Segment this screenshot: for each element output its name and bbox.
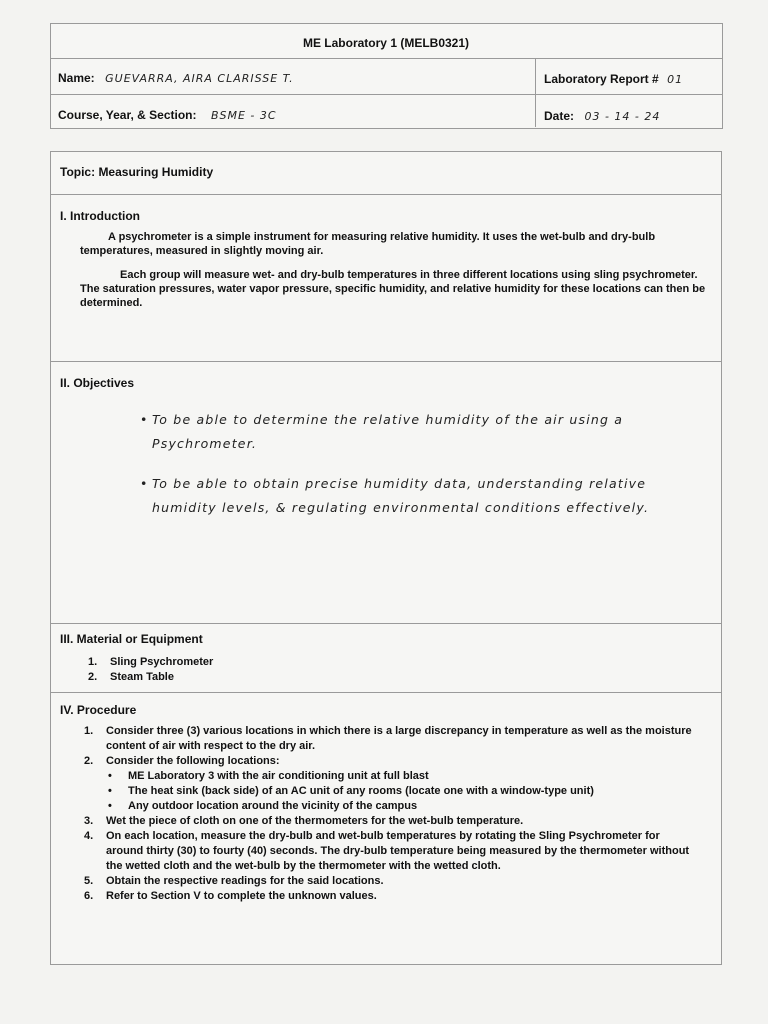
objective-item-1: [140, 408, 700, 456]
name-value: GUEVARRA, AIRA CLARISSE T.: [105, 72, 294, 85]
procedure-list: [80, 724, 692, 904]
procedure-step-6: Refer to Section V to complete the unknown values.: [106, 890, 377, 902]
intro-divider: [50, 361, 721, 362]
procedure-step-4: On each location, measure the dry-bulb and wet-bulb temperatures by rotating the Sling Psychrometer for around thirty (30) to fourty (40) seconds. The dry-bulb temperature being measured by the thermometer without the wetted cloth and the wet-bulb by the thermometer with the wetted cloth.: [106, 830, 690, 872]
bullet-icon: •: [108, 785, 112, 797]
materials-divider: [50, 692, 721, 693]
date-row: [544, 107, 719, 125]
procedure-step-2: Consider the following locations:: [106, 755, 280, 767]
list-item: [80, 799, 692, 814]
bullet-icon: •: [140, 412, 149, 427]
bullet-icon: •: [108, 800, 112, 812]
date-value: 03 - 14 - 24: [584, 110, 661, 123]
location-2: The heat sink (back side) of an AC unit of any rooms (locate one with a window-type unit): [128, 785, 594, 797]
bullet-icon: •: [140, 476, 149, 491]
header-col-divider: [535, 58, 536, 127]
list-item: 3. Wet the piece of cloth on one of the thermometers for the wet-bulb temperature.: [84, 815, 524, 827]
objective-text-2: To be able to obtain precise humidity data, understanding relative humidity levels, & regulating environmental conditions effectively.: [152, 476, 650, 515]
report-row: [544, 70, 719, 88]
materials-list: [84, 655, 484, 685]
objective-text-1: To be able to determine the relative humidity of the air using a Psychrometer.: [152, 412, 624, 451]
course-label: Course, Year, & Section:: [58, 108, 197, 122]
list-item: 6. Refer to Section V to complete the unknown values.: [84, 890, 377, 902]
header-divider-2: [50, 94, 722, 95]
list-item: 1. Consider three (3) various locations in which there is a large discrepancy in temperature as well as the moisture content of air with respect to the dry air.: [84, 725, 692, 752]
name-row: [58, 69, 528, 87]
materials-heading: III. Material or Equipment: [60, 632, 203, 646]
location-3: Any outdoor location around the vicinity of the campus: [128, 800, 418, 812]
report-value: 01: [667, 73, 684, 86]
introduction-heading: I. Introduction: [60, 209, 140, 223]
procedure-step-5: Obtain the respective readings for the said locations.: [106, 875, 384, 887]
procedure-step-1: Consider three (3) various locations in which there is a large discrepancy in temperature as well as the moisture content of air with respect to the dry air.: [106, 725, 692, 752]
list-item: 2. Steam Table: [88, 671, 174, 683]
name-label: Name:: [58, 71, 95, 85]
course-row: [58, 106, 528, 124]
course-title: ME Laboratory 1 (MELB0321): [302, 36, 470, 50]
introduction-paragraph-1: A psychrometer is a simple instrument for measuring relative humidity. It uses the wet-bulb and dry-bulb temperatures, measured in slightly moving air.: [80, 231, 656, 257]
report-label: Laboratory Report #: [544, 72, 659, 86]
procedure-step-3: Wet the piece of cloth on one of the thermometers for the wet-bulb temperature.: [106, 815, 524, 827]
header-divider-1: [50, 58, 722, 59]
list-item: 1. Sling Psychrometer: [88, 656, 214, 668]
procedure-heading: IV. Procedure: [60, 703, 137, 717]
list-item: 5. Obtain the respective readings for the said locations.: [84, 875, 384, 887]
location-1: ME Laboratory 3 with the air conditioning unit at full blast: [128, 770, 429, 782]
objectives-heading: II. Objectives: [60, 376, 135, 390]
introduction-paragraph-2: Each group will measure wet- and dry-bulb temperatures in three different locations using sling psychrometer. The saturation pressures, water vapor pressure, specific humidity, and relative humidity for these locations can then be determined.: [80, 269, 706, 309]
material-1: Sling Psychrometer: [110, 656, 214, 668]
list-item: 4. On each location, measure the dry-bulb and wet-bulb temperatures by rotating the Sling Psychrometer for around thirty (30) to fourty (40) seconds. The dry-bulb temperature being measured by the thermometer without the wetted cloth and the wet-bulb by the thermometer with the wetted cloth.: [84, 830, 690, 872]
date-label: Date:: [544, 109, 575, 123]
bullet-icon: •: [108, 770, 112, 782]
course-value: BSME - 3C: [210, 109, 277, 122]
topic-heading: Topic: Measuring Humidity: [60, 165, 214, 179]
objectives-divider: [50, 623, 721, 624]
list-item: 2. Consider the following locations:: [84, 755, 280, 767]
topic-divider: [50, 194, 721, 195]
objective-item-2: [140, 472, 700, 520]
list-item: [80, 769, 692, 784]
list-item: [80, 784, 692, 799]
material-2: Steam Table: [110, 671, 174, 683]
